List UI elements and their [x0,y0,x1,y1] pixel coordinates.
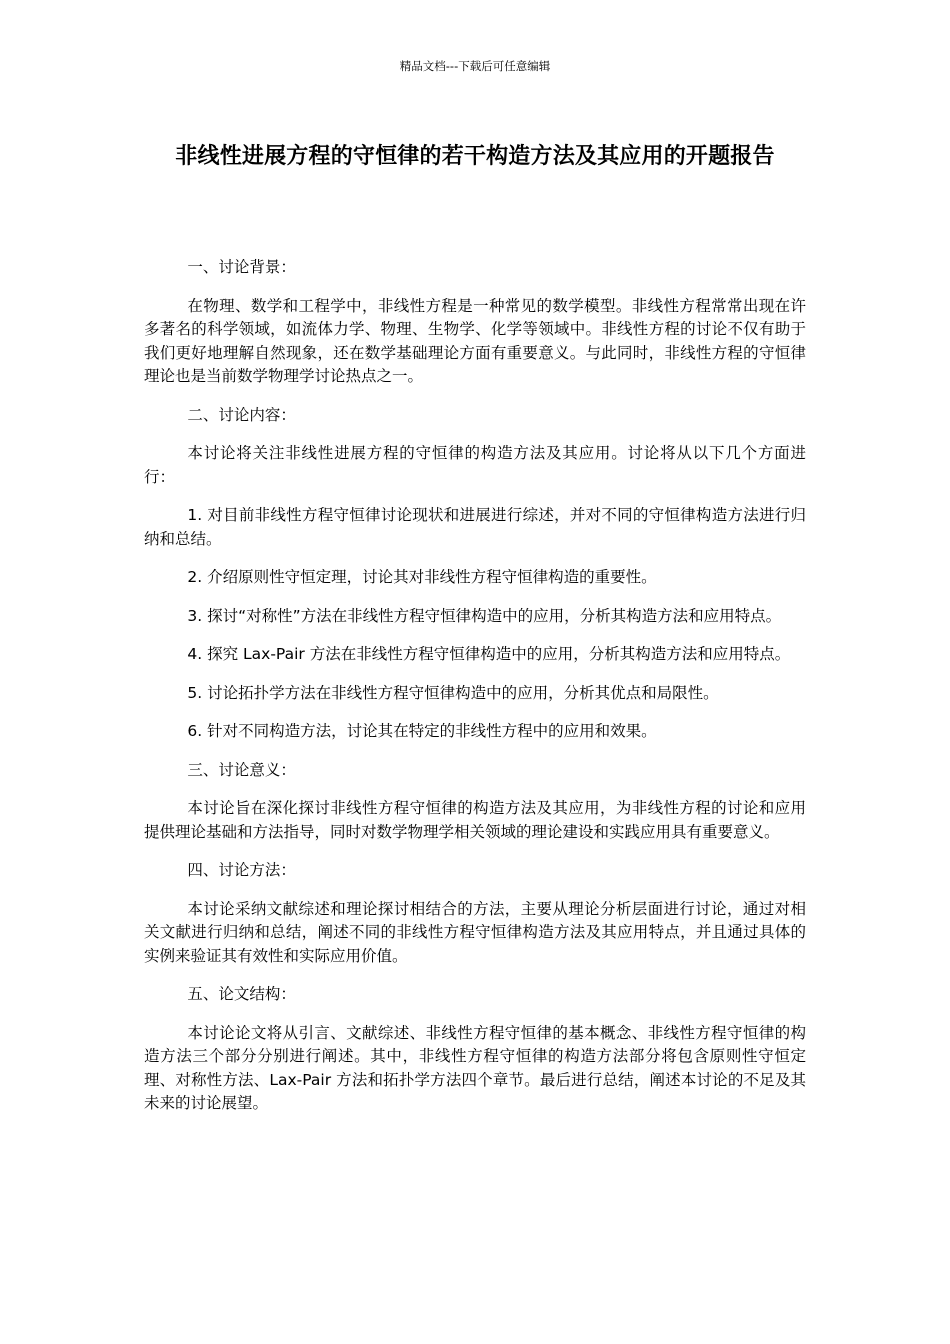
section-structure [144,983,806,1116]
section-heading: 一、讨论背景： [187,258,296,276]
list-item: 3. 探讨“对称性”方法在非线性方程守恒律构造中的应用，分析其构造方法和应用特点。 [187,606,782,625]
body-paragraph: 在物理、数学和工程学中，非线性方程是一种常见的数学模型。非线性方程常常出现在许多著名的科学领域，如流体力学、物理、生物学、化学等领域中。非线性方程的讨论不仅有助于我们更好地理解自然现象，还在数学基础理论方面有重要意义。与此同时，非线性方程的守恒律理论也是当前数学物理学讨论热点之一。 [144,296,806,385]
section-heading: 三、讨论意义： [187,760,296,779]
list-item: 4. 探究 Lax-Pair 方法在非线性方程守恒律构造中的应用，分析其构造方法和应用特点。 [187,645,791,663]
body-paragraph: 本讨论论文将从引言、文献综述、非线性方程守恒律的基本概念、非线性方程守恒律的构造方法三个部分分别进行阐述。其中，非线性方程守恒律的构造方法部分将包含原则性守恒定理、对称性方法、Lax-Pair 方法和拓扑学方法四个章节。最后进行总结，阐述本讨论的不足及其未来的讨论展望。 [144,1023,806,1112]
section-heading: 五、论文结构： [187,985,296,1003]
section-heading: 二、讨论内容： [187,405,296,424]
list-item: 2. 介绍原则性守恒定理，讨论其对非线性方程守恒律构造的重要性。 [187,568,657,586]
list-item: 1. 对目前非线性方程守恒律讨论现状和进展进行综述，并对不同的守恒律构造方法进行归纳和总结。 [144,506,806,548]
section-background [144,256,806,389]
document-title: 非线性进展方程的守恒律的若干构造方法及其应用的开题报告 [175,144,775,169]
document-body [144,256,806,1131]
section-significance [144,759,806,845]
body-paragraph: 本讨论旨在深化探讨非线性方程守恒律的构造方法及其应用，为非线性方程的讨论和应用提供理论基础和方法指导，同时对数学物理学相关领域的理论建设和实践应用具有重要意义。 [144,799,806,841]
list-item: 5. 讨论拓扑学方法在非线性方程守恒律构造中的应用，分析其优点和局限性。 [187,683,719,702]
section-content [144,404,806,744]
body-paragraph: 本讨论采纳文献综述和理论探讨相结合的方法，主要从理论分析层面进行讨论，通过对相关文献进行归纳和总结，阐述不同的非线性方程守恒律构造方法及其应用特点，并且通过具体的实例来验证其有效性和实际应用价值。 [144,899,806,965]
section-methods [144,859,806,968]
page-header-watermark: 精品文档---下载后可任意编辑 [399,59,551,73]
list-item: 6. 针对不同构造方法，讨论其在特定的非线性方程中的应用和效果。 [187,722,657,740]
section-heading: 四、讨论方法： [187,861,296,879]
body-paragraph: 本讨论将关注非线性进展方程的守恒律的构造方法及其应用。讨论将从以下几个方面进行： [144,444,806,486]
